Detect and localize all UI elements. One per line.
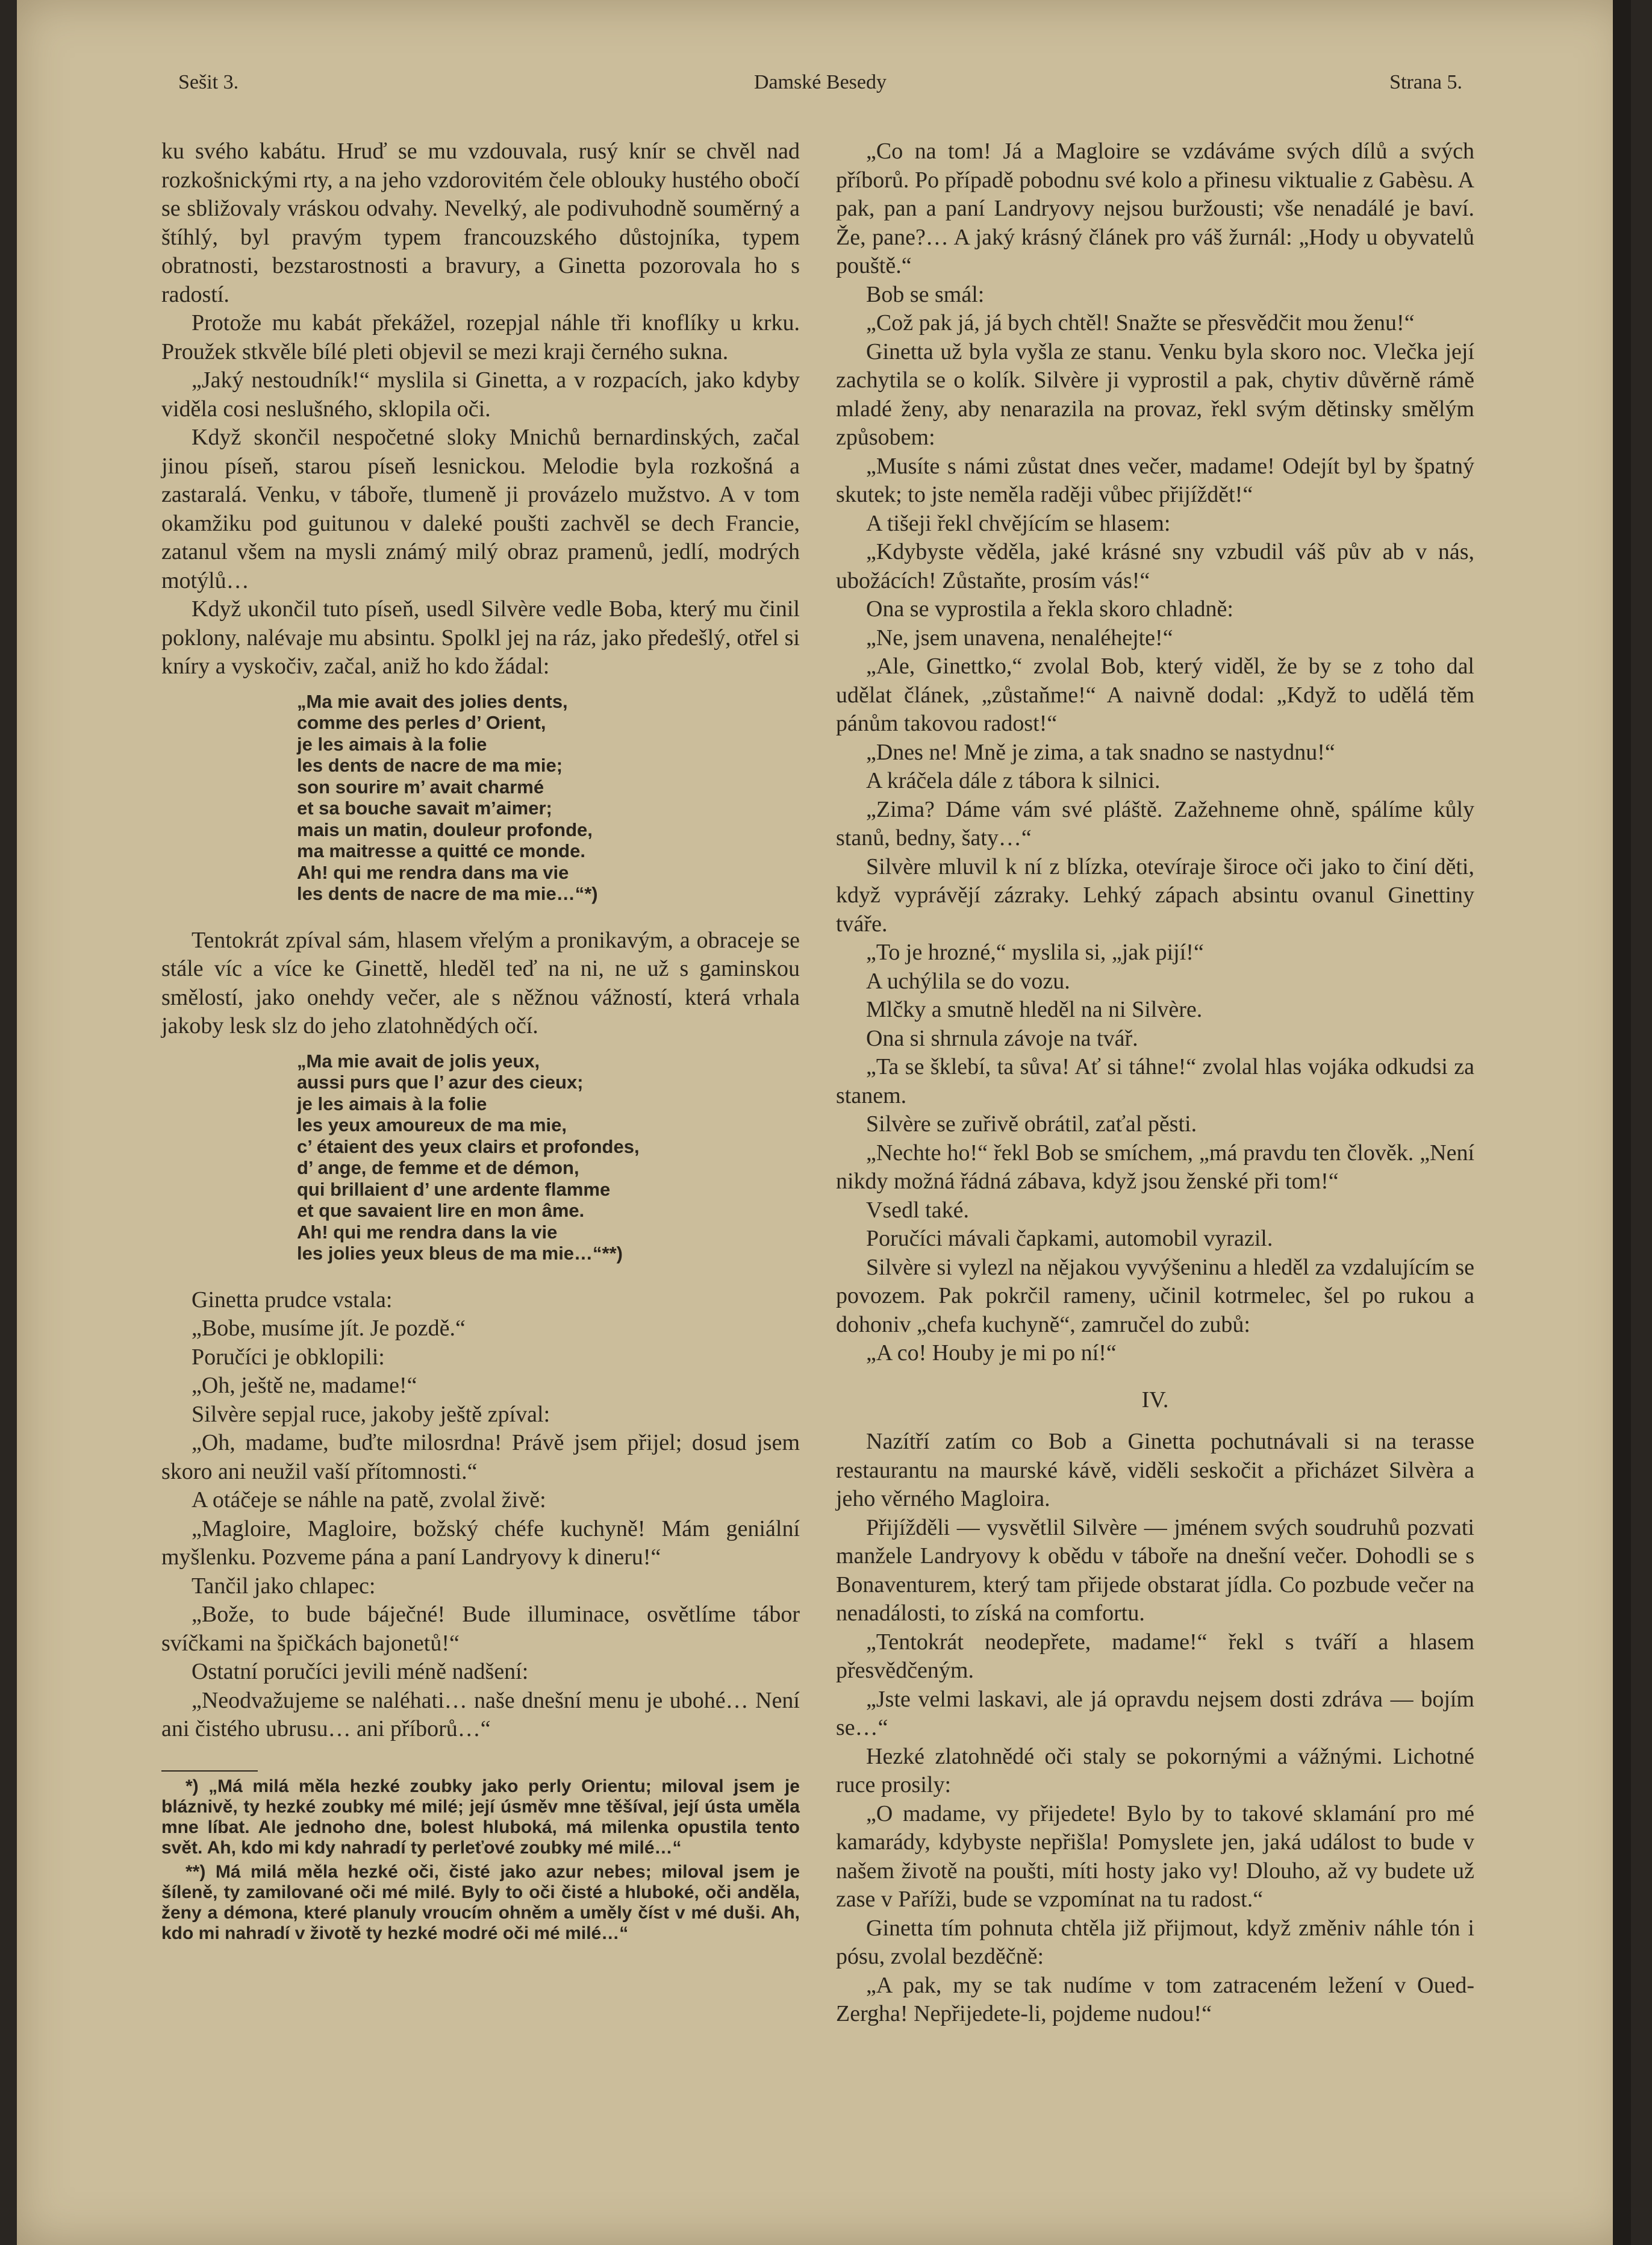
paragraph: „Oh, madame, buďte milosrdna! Právě jsem přijel; dosud jsem skoro ani neužil vaší přítomnosti.“	[161, 1430, 800, 1484]
left-column	[161, 137, 800, 1947]
paragraph: Bob se smál:	[866, 281, 985, 307]
paragraph: Silvère mluvil k ní z blízka, otevíraje široce oči jako to činí děti, když vyprávějí zázraky. Lehký zápach absintu ovanul Ginettiny tváře.	[836, 854, 1474, 937]
paragraph: „O madame, vy přijedete! Bylo by to takové sklamání pro mé kamarády, kdybyste nepřišla! Pomyslete jen, jaká událost to bude v našem životě na poušti, míti hosty jako vy! Dlouho, až vy budete už zase v Paříži, bude se vzpomínat na tu radost.“	[836, 1800, 1474, 1912]
paragraph: Ginetta prudce vstala:	[192, 1287, 393, 1313]
verse-line: comme des perles d’ Orient,	[297, 712, 546, 733]
paragraph: Přijížděli — vysvětlil Silvère — jménem svých soudruhů pozvati manžele Landryovy k obědu v táboře na dnešní večer. Dohodli se s Bonaventurem, který tam přijede obstarat jídla. Co pozbude večer na nenadálosti, to získá na comfortu.	[836, 1514, 1474, 1626]
paragraph: „Neodvažujeme se naléhati… naše dnešní menu je ubohé… Není ani čistého ubrusu… ani příborů…“	[161, 1687, 800, 1741]
paragraph: „Dnes ne! Mně je zima, a tak snadno se nastydnu!“	[866, 739, 1335, 765]
paragraph: Silvère si vylezl na nějakou vyvýšeninu a hleděl za vzdalujícím se povozem. Pak pokrčil rameny, učinil kotrmelec, šel po rukou a dohoniv „chefa kuchyně“, zamručel do zubů:	[836, 1254, 1474, 1337]
paragraph: Ona si shrnula závoje na tvář.	[866, 1025, 1138, 1051]
paragraph: Protože mu kabát překážel, rozepjal náhle tři knoflíky u krku. Proužek stkvěle bílé pleti objevil se mezi kraji černého sukna.	[161, 310, 800, 364]
paragraph: „A pak, my se tak nudíme v tom zatraceném ležení v Oued-Zergha! Nepřijedete-li, pojdeme nudou!“	[836, 1972, 1474, 2026]
paragraph: „To je hrozné,“ myslila si, „jak pijí!“	[866, 940, 1204, 965]
paragraph: Nazítří zatím co Bob a Ginetta pochutnávali si na terasse restaurantu na maurské kávě, viděli seskočit a přicházet Silvèra a jeho věrného Magloira.	[836, 1429, 1474, 1511]
verse-line: les dents de nacre de ma mie;	[297, 755, 563, 776]
right-column	[836, 137, 1474, 2029]
poem-verse-2	[297, 1051, 800, 1264]
paragraph: Ginetta už byla vyšla ze stanu. Venku byla skoro noc. Vlečka její zachytila se o kolík. Silvère ji vyprostil a pak, chytiv důvěrně rámě mladé ženy, aby nenarazila na provaz, řekl svým dětinsky smělým způsobem:	[836, 339, 1474, 450]
issue-number: Sešit 3.	[178, 71, 239, 93]
verse-line: aussi purs que l’ azur des cieux;	[297, 1072, 584, 1093]
paragraph: „Nechte ho!“ řekl Bob se smíchem, „má pravdu ten člověk. „Není nikdy možná řádná zábava, když jsou ženské při tom!“	[836, 1140, 1474, 1194]
chapter-heading: IV.	[1141, 1387, 1169, 1413]
footnote-divider	[161, 1770, 258, 1772]
verse-line: son sourire m’ avait charmé	[297, 776, 544, 798]
poem-verse-1	[297, 691, 800, 905]
paragraph: „Kdybyste věděla, jaké krásné sny vzbudil váš pův ab v nás, ubožácích! Zůstaňte, prosím vás!“	[836, 539, 1474, 593]
paragraph: „Magloire, Magloire, božský chéfe kuchyně! Mám geniální myšlenku. Pozveme pána a paní Landryovy k dineru!“	[161, 1516, 800, 1570]
verse-line: qui brillaient d’ une ardente flamme	[297, 1178, 611, 1200]
verse-line: je les aimais à la folie	[297, 1093, 487, 1114]
verse-line: Ah! qui me rendra dans la vie	[297, 1221, 558, 1243]
paragraph: „Ne, jsem unavena, nenaléhejte!“	[866, 625, 1173, 651]
magazine-page	[17, 0, 1631, 2245]
paragraph: „Jste velmi laskavi, ale já opravdu nejsem dosti zdráva — bojím se…“	[836, 1686, 1474, 1740]
page-header	[178, 71, 1462, 107]
verse-line: „Ma mie avait des jolies dents,	[297, 690, 568, 712]
paragraph: ku svého kabátu. Hruď se mu vzdouvala, rusý knír se chvěl nad rozkošnickými rty, a na jeho vzdorovitém čele oblouky hustého obočí se sbližovaly vráskou odvahy. Nevelký, ale podivuhodně souměrný a štíhlý, byl pravým typem francouzského důstojníka, typem obratnosti, bezstarostnosti a bravury, a Ginetta pozorovala ho s radostí.	[161, 139, 800, 307]
paragraph: Mlčky a smutně hleděl na ni Silvère.	[866, 997, 1203, 1022]
footnote: *) „Má milá měla hezké zoubky jako perly Orientu; miloval jsem je bláznivě, ty hezké zoubky mé milé; její úsměv mne těšíval, její ústa uměla mne líbat. Ale jednoho dne, bolest hluboká, má milenka opustila tento svět. Ah, kdo mi kdy nahradí ty perleťové zoubky mé milé…“	[161, 1776, 800, 1858]
paragraph: A kráčela dále z tábora k silnici.	[866, 768, 1161, 793]
verse-line: c’ étaient des yeux clairs et profondes,	[297, 1135, 640, 1157]
paragraph: Poručíci je obklopili:	[192, 1344, 385, 1370]
paragraph: Poručíci mávali čapkami, automobil vyrazil.	[866, 1226, 1273, 1251]
paragraph: Hezké zlatohnědé oči staly se pokornými a vážnými. Lichotné ruce prosily:	[836, 1743, 1474, 1797]
paragraph: „Tentokrát neodepřete, madame!“ řekl s tváří a hlasem přesvědčeným.	[836, 1629, 1474, 1683]
verse-line: „Ma mie avait de jolis yeux,	[297, 1050, 540, 1072]
paragraph: Silvère sepjal ruce, jakoby ještě zpíval:	[192, 1401, 550, 1427]
verse-line: mais un matin, douleur profonde,	[297, 819, 593, 840]
verse-line: Ah! qui me rendra dans ma vie	[297, 861, 569, 883]
paragraph: „Bobe, musíme jít. Je pozdě.“	[192, 1316, 466, 1341]
paragraph: Silvère se zuřivě obrátil, zaťal pěsti.	[866, 1111, 1197, 1137]
paragraph: Tančil jako chlapec:	[192, 1573, 376, 1599]
verse-line: et que savaient lire en mon âme.	[297, 1200, 585, 1221]
footnotes	[161, 1776, 800, 1944]
paragraph: „Musíte s námi zůstat dnes večer, madame! Odejít byl by špatný skutek; to jste neměla raději vůbec přijíždět!“	[836, 453, 1474, 507]
paragraph: „Zima? Dáme vám své pláště. Zažehneme ohně, spálíme kůly stanů, bedny, šaty…“	[836, 796, 1474, 851]
paragraph: „Co na tom! Já a Magloire se vzdáváme svých dílů a svých příborů. Po případě pobodnu své kolo a přinesu viktualie z Gabèsu. A pak, pan a paní Landryovy nejsou buržousti; vše nenadálé je baví. Že, pane?… A jaký krásný článek pro váš žurnál: „Hody u obyvatelů pouště.“	[836, 139, 1474, 278]
paragraph: Vsedl také.	[866, 1197, 969, 1223]
paragraph: Ona se vyprostila a řekla skoro chladně:	[866, 596, 1233, 622]
paragraph: Když skončil nespočetné sloky Mnichů bernardinských, začal jinou píseň, starou píseň lesnickou. Melodie byla rozkošná a zastaralá. Venku, v táboře, tlumeně ji provázelo mužstvo. A v tom okamžiku pod guitunou v daleké poušti zachvěl se dech Francie, zatanul všem na mysli známý milý obraz pramenů, jedlí, modrých motýlů…	[161, 425, 800, 593]
page-number: Strana 5.	[1389, 71, 1462, 93]
paragraph: „Oh, ještě ne, madame!“	[192, 1373, 417, 1398]
verse-line: les yeux amoureux de ma mie,	[297, 1114, 567, 1135]
paragraph: „Ta se šklebí, ta sůva! Ať si táhne!“ zvolal hlas vojáka odkudsi za stanem.	[836, 1054, 1474, 1108]
paragraph: A tišeji řekl chvějícím se hlasem:	[866, 510, 1171, 536]
paragraph: Když ukončil tuto píseň, usedl Silvère vedle Boba, který mu činil poklony, nalévaje mu absintu. Spolkl jej na ráz, jako předešlý, otřel si kníry a vyskočiv, začal, aniž ho kdo žádal:	[161, 596, 800, 679]
page-binding-edge	[1613, 0, 1631, 2245]
verse-line: ma maitresse a quitté ce monde.	[297, 840, 585, 861]
verse-line: et sa bouche savait m’aimer;	[297, 798, 552, 819]
paragraph: „Bože, to bude báječné! Bude illuminace, osvětlíme tábor svíčkami na špičkách bajonetů!“	[161, 1602, 800, 1656]
paragraph: „Což pak já, já bych chtěl! Snažte se přesvědčit mou ženu!“	[866, 310, 1415, 336]
paragraph: Ginetta tím pohnuta chtěla již přijmout, když změniv náhle tón i pósu, zvolal bezděčně:	[836, 1915, 1474, 1969]
verse-line: les dents de nacre de ma mie…“*)	[297, 883, 598, 904]
paragraph: A uchýlila se do vozu.	[866, 968, 1070, 994]
paragraph: „Jaký nestoudník!“ myslila si Ginetta, a v rozpacích, jako kdyby viděla cosi neslušného, sklopila oči.	[161, 367, 800, 422]
verse-line: les jolies yeux bleus de ma mie…“**)	[297, 1243, 623, 1264]
magazine-title: Damské Besedy	[753, 71, 887, 93]
paragraph: „Ale, Ginettko,“ zvolal Bob, který viděl, že by se z toho dal udělat článek, „zůstaňme!“ A naivně dodal: „Když to udělá těm pánům takovou radost!“	[836, 654, 1474, 736]
paragraph: Tentokrát zpíval sám, hlasem vřelým a pronikavým, a obraceje se stále víc a více ke Ginettě, hleděl teď na ni, ne už s gaminskou smělostí, jako onehdy večer, ale s něžnou vážností, která vrhala jakoby lesk slz do jeho zlatohnědých očí.	[161, 927, 800, 1038]
paragraph: Ostatní poručíci jevili méně nadšení:	[192, 1659, 529, 1684]
verse-line: d’ ange, de femme et de démon,	[297, 1157, 579, 1178]
footnote: **) Má milá měla hezké oči, čisté jako azur nebes; miloval jsem je šíleně, ty zamilované oči mé milé. Byly to oči čisté a hluboké, oči anděla, ženy a démona, které planuly vroucím ohněm a uměly číst v mé duši. Ah, kdo mi nahradí v životě ty hezké modré oči mé milé…“	[161, 1861, 800, 1943]
verse-line: je les aimais à la folie	[297, 733, 487, 755]
paragraph: „A co! Houby je mi po ní!“	[866, 1340, 1117, 1366]
paragraph: A otáčeje se náhle na patě, zvolal živě:	[192, 1487, 546, 1513]
